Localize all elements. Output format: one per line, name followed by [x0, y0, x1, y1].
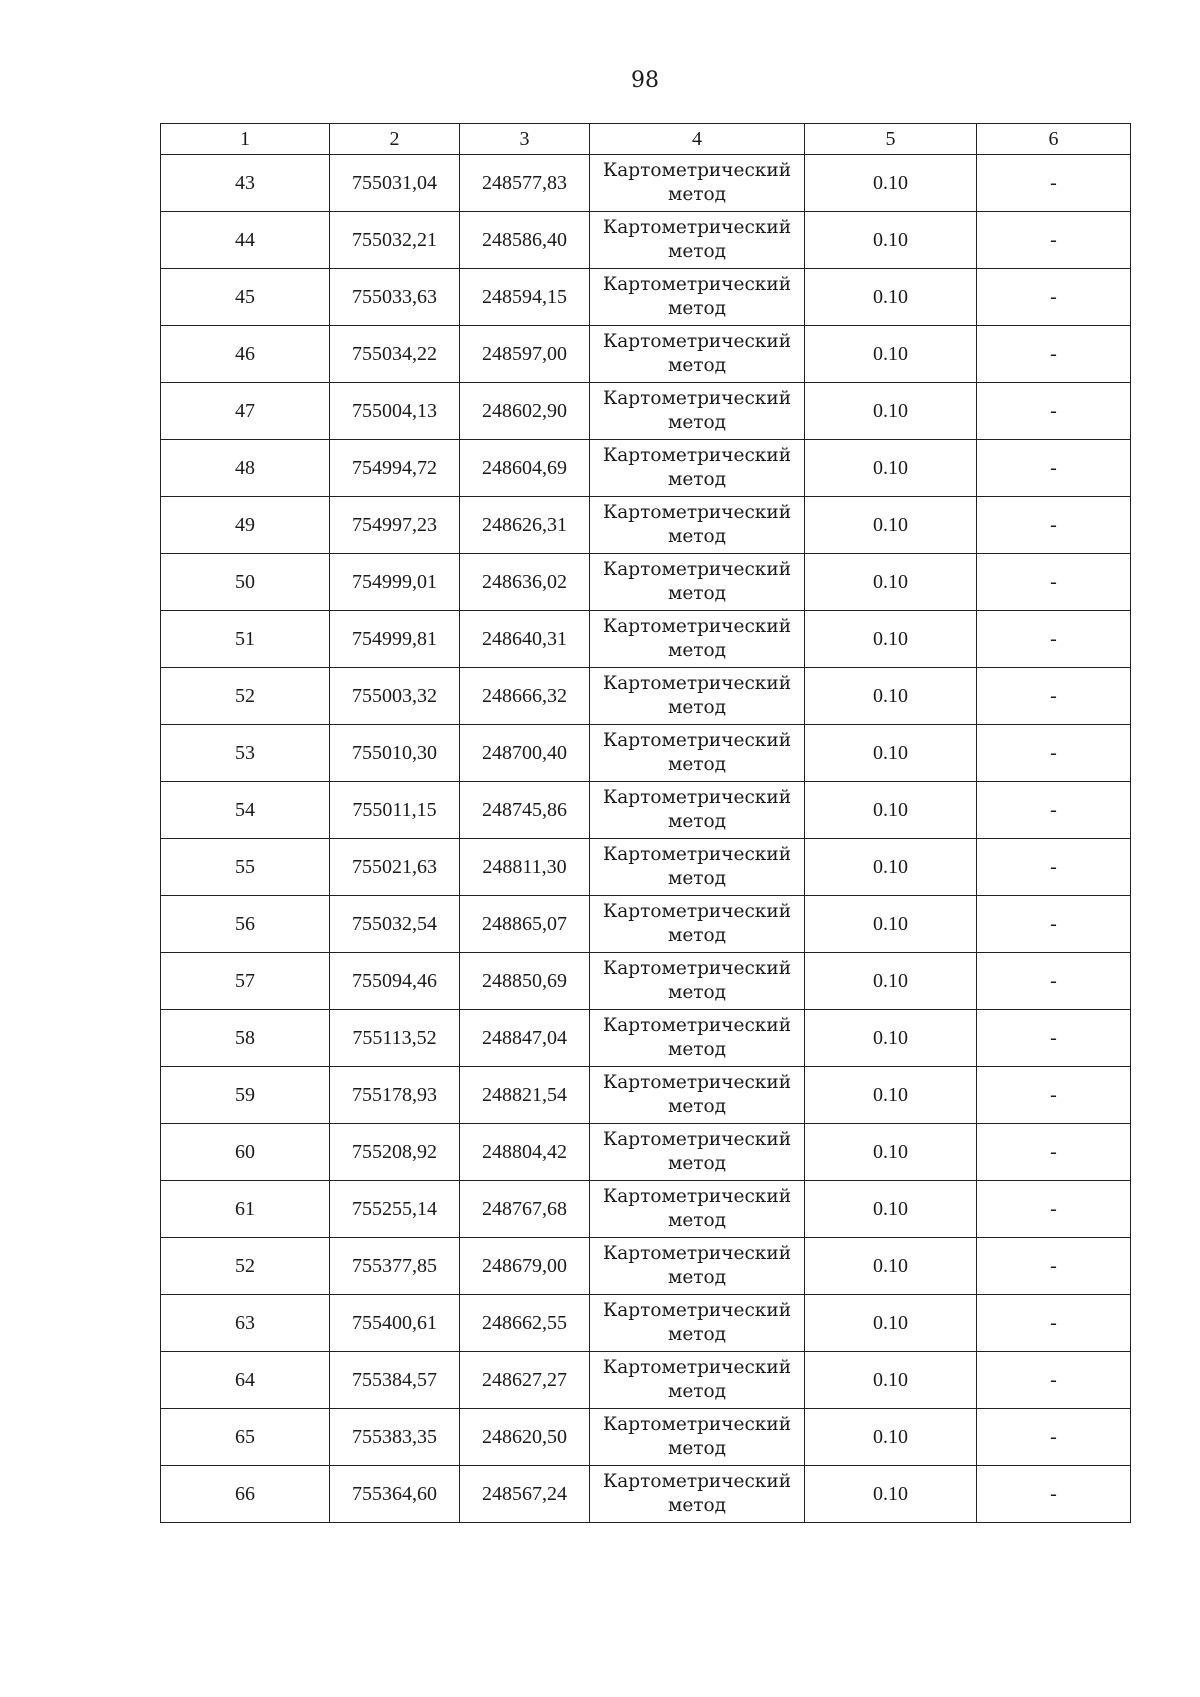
method-line: Картометрический	[602, 1471, 792, 1492]
note-cell: -	[977, 953, 1131, 1010]
method-line: Картометрический	[602, 1300, 792, 1321]
accuracy-cell: 0.10	[805, 1295, 977, 1352]
y-coordinate-cell: 248700,40	[460, 725, 590, 782]
point-number-cell: 43	[161, 155, 330, 212]
point-number-cell: 48	[161, 440, 330, 497]
method-line: Картометрический	[602, 1186, 792, 1207]
x-coordinate-cell: 755377,85	[330, 1238, 460, 1295]
y-coordinate-cell: 248662,55	[460, 1295, 590, 1352]
method-line: Картометрический	[602, 901, 792, 922]
point-number-cell: 60	[161, 1124, 330, 1181]
note-cell: -	[977, 1352, 1131, 1409]
accuracy-cell: 0.10	[805, 896, 977, 953]
method-line: Картометрический	[602, 1015, 792, 1036]
header-cell-2: 2	[330, 124, 460, 155]
x-coordinate-cell: 755094,46	[330, 953, 460, 1010]
point-number-cell: 54	[161, 782, 330, 839]
y-coordinate-cell: 248597,00	[460, 326, 590, 383]
table-row	[161, 554, 1131, 611]
x-coordinate-cell: 755031,04	[330, 155, 460, 212]
y-coordinate-cell: 248850,69	[460, 953, 590, 1010]
point-number-cell: 63	[161, 1295, 330, 1352]
method-cell	[590, 440, 805, 497]
table-row	[161, 725, 1131, 782]
x-coordinate-cell: 755384,57	[330, 1352, 460, 1409]
method-line: метод	[667, 1381, 727, 1402]
method-cell	[590, 497, 805, 554]
method-line: метод	[667, 1096, 727, 1117]
header-row	[161, 124, 1131, 155]
accuracy-cell: 0.10	[805, 725, 977, 782]
accuracy-cell: 0.10	[805, 212, 977, 269]
method-cell	[590, 896, 805, 953]
note-cell: -	[977, 725, 1131, 782]
accuracy-cell: 0.10	[805, 497, 977, 554]
method-cell	[590, 1010, 805, 1067]
point-number-cell: 52	[161, 1238, 330, 1295]
table-row	[161, 1238, 1131, 1295]
table-row	[161, 1466, 1131, 1523]
method-line: метод	[667, 868, 727, 889]
table-row	[161, 212, 1131, 269]
method-line: метод	[667, 982, 727, 1003]
accuracy-cell: 0.10	[805, 1010, 977, 1067]
coordinates-table	[160, 123, 1131, 1523]
method-cell	[590, 155, 805, 212]
accuracy-cell: 0.10	[805, 839, 977, 896]
header-cell-1: 1	[161, 124, 330, 155]
table-row	[161, 1409, 1131, 1466]
table-row	[161, 1010, 1131, 1067]
table-row	[161, 1352, 1131, 1409]
method-cell	[590, 953, 805, 1010]
page-number: 98	[631, 68, 659, 93]
method-line: Картометрический	[602, 730, 792, 751]
note-cell: -	[977, 1409, 1131, 1466]
accuracy-cell: 0.10	[805, 611, 977, 668]
method-line: Картометрический	[602, 388, 792, 409]
y-coordinate-cell: 248679,00	[460, 1238, 590, 1295]
table-row	[161, 896, 1131, 953]
x-coordinate-cell: 755400,61	[330, 1295, 460, 1352]
y-coordinate-cell: 248804,42	[460, 1124, 590, 1181]
table-row	[161, 326, 1131, 383]
y-coordinate-cell: 248602,90	[460, 383, 590, 440]
y-coordinate-cell: 248577,83	[460, 155, 590, 212]
note-cell: -	[977, 497, 1131, 554]
note-cell: -	[977, 1295, 1131, 1352]
note-cell: -	[977, 782, 1131, 839]
method-line: метод	[667, 298, 727, 319]
point-number-cell: 65	[161, 1409, 330, 1466]
method-line: метод	[667, 1267, 727, 1288]
x-coordinate-cell: 755021,63	[330, 839, 460, 896]
method-cell	[590, 1067, 805, 1124]
method-cell	[590, 212, 805, 269]
method-line: Картометрический	[602, 217, 792, 238]
point-number-cell: 44	[161, 212, 330, 269]
method-cell	[590, 1466, 805, 1523]
y-coordinate-cell: 248811,30	[460, 839, 590, 896]
x-coordinate-cell: 754997,23	[330, 497, 460, 554]
point-number-cell: 53	[161, 725, 330, 782]
table-row	[161, 383, 1131, 440]
method-cell	[590, 1352, 805, 1409]
method-line: метод	[667, 697, 727, 718]
accuracy-cell: 0.10	[805, 554, 977, 611]
method-cell	[590, 383, 805, 440]
note-cell: -	[977, 269, 1131, 326]
table-row	[161, 440, 1131, 497]
accuracy-cell: 0.10	[805, 782, 977, 839]
table-row	[161, 497, 1131, 554]
table-row	[161, 782, 1131, 839]
method-cell	[590, 554, 805, 611]
x-coordinate-cell: 755032,54	[330, 896, 460, 953]
method-cell	[590, 1238, 805, 1295]
method-line: Картометрический	[602, 844, 792, 865]
note-cell: -	[977, 155, 1131, 212]
table-row	[161, 953, 1131, 1010]
note-cell: -	[977, 326, 1131, 383]
x-coordinate-cell: 755011,15	[330, 782, 460, 839]
table-row	[161, 1181, 1131, 1238]
point-number-cell: 66	[161, 1466, 330, 1523]
method-line: Картометрический	[602, 559, 792, 580]
note-cell: -	[977, 611, 1131, 668]
accuracy-cell: 0.10	[805, 668, 977, 725]
method-line: Картометрический	[602, 1243, 792, 1264]
method-cell	[590, 611, 805, 668]
point-number-cell: 46	[161, 326, 330, 383]
accuracy-cell: 0.10	[805, 953, 977, 1010]
table-row	[161, 611, 1131, 668]
point-number-cell: 51	[161, 611, 330, 668]
x-coordinate-cell: 755255,14	[330, 1181, 460, 1238]
method-line: метод	[667, 754, 727, 775]
point-number-cell: 56	[161, 896, 330, 953]
method-cell	[590, 668, 805, 725]
table-body	[161, 155, 1131, 1523]
method-line: Картометрический	[602, 1414, 792, 1435]
y-coordinate-cell: 248865,07	[460, 896, 590, 953]
point-number-cell: 61	[161, 1181, 330, 1238]
y-coordinate-cell: 248594,15	[460, 269, 590, 326]
method-cell	[590, 782, 805, 839]
point-number-cell: 47	[161, 383, 330, 440]
accuracy-cell: 0.10	[805, 1124, 977, 1181]
x-coordinate-cell: 755004,13	[330, 383, 460, 440]
method-line: метод	[667, 1210, 727, 1231]
y-coordinate-cell: 248627,27	[460, 1352, 590, 1409]
x-coordinate-cell: 755010,30	[330, 725, 460, 782]
header-cell-4: 4	[590, 124, 805, 155]
method-line: метод	[667, 1324, 727, 1345]
y-coordinate-cell: 248767,68	[460, 1181, 590, 1238]
x-coordinate-cell: 755033,63	[330, 269, 460, 326]
x-coordinate-cell: 755178,93	[330, 1067, 460, 1124]
point-number-cell: 59	[161, 1067, 330, 1124]
method-line: Картометрический	[602, 1072, 792, 1093]
header-cell-5: 5	[805, 124, 977, 155]
table-row	[161, 155, 1131, 212]
x-coordinate-cell: 755032,21	[330, 212, 460, 269]
method-line: Картометрический	[602, 502, 792, 523]
method-line: метод	[667, 241, 727, 262]
method-line: метод	[667, 811, 727, 832]
x-coordinate-cell: 755364,60	[330, 1466, 460, 1523]
x-coordinate-cell: 755003,32	[330, 668, 460, 725]
method-line: метод	[667, 1495, 727, 1516]
accuracy-cell: 0.10	[805, 326, 977, 383]
method-cell	[590, 1409, 805, 1466]
x-coordinate-cell: 755208,92	[330, 1124, 460, 1181]
y-coordinate-cell: 248636,02	[460, 554, 590, 611]
note-cell: -	[977, 1067, 1131, 1124]
y-coordinate-cell: 248640,31	[460, 611, 590, 668]
accuracy-cell: 0.10	[805, 1181, 977, 1238]
method-line: Картометрический	[602, 673, 792, 694]
point-number-cell: 49	[161, 497, 330, 554]
method-line: Картометрический	[602, 160, 792, 181]
method-line: метод	[667, 412, 727, 433]
method-line: Картометрический	[602, 1129, 792, 1150]
point-number-cell: 58	[161, 1010, 330, 1067]
method-cell	[590, 1181, 805, 1238]
note-cell: -	[977, 554, 1131, 611]
x-coordinate-cell: 754999,81	[330, 611, 460, 668]
note-cell: -	[977, 896, 1131, 953]
table-row	[161, 1067, 1131, 1124]
method-line: Картометрический	[602, 787, 792, 808]
point-number-cell: 55	[161, 839, 330, 896]
method-line: метод	[667, 469, 727, 490]
note-cell: -	[977, 1181, 1131, 1238]
note-cell: -	[977, 839, 1131, 896]
accuracy-cell: 0.10	[805, 440, 977, 497]
method-line: Картометрический	[602, 1357, 792, 1378]
table-header	[161, 124, 1131, 155]
method-line: метод	[667, 1438, 727, 1459]
header-cell-3: 3	[460, 124, 590, 155]
accuracy-cell: 0.10	[805, 383, 977, 440]
method-cell	[590, 1124, 805, 1181]
accuracy-cell: 0.10	[805, 1409, 977, 1466]
x-coordinate-cell: 755383,35	[330, 1409, 460, 1466]
table-row	[161, 269, 1131, 326]
accuracy-cell: 0.10	[805, 1238, 977, 1295]
note-cell: -	[977, 1010, 1131, 1067]
x-coordinate-cell: 754994,72	[330, 440, 460, 497]
y-coordinate-cell: 248745,86	[460, 782, 590, 839]
method-line: метод	[667, 355, 727, 376]
note-cell: -	[977, 668, 1131, 725]
note-cell: -	[977, 1238, 1131, 1295]
method-line: метод	[667, 184, 727, 205]
table-row	[161, 839, 1131, 896]
accuracy-cell: 0.10	[805, 1067, 977, 1124]
y-coordinate-cell: 248567,24	[460, 1466, 590, 1523]
point-number-cell: 57	[161, 953, 330, 1010]
method-cell	[590, 725, 805, 782]
method-cell	[590, 326, 805, 383]
y-coordinate-cell: 248847,04	[460, 1010, 590, 1067]
note-cell: -	[977, 440, 1131, 497]
header-cell-6: 6	[977, 124, 1131, 155]
point-number-cell: 50	[161, 554, 330, 611]
point-number-cell: 52	[161, 668, 330, 725]
point-number-cell: 45	[161, 269, 330, 326]
y-coordinate-cell: 248626,31	[460, 497, 590, 554]
note-cell: -	[977, 1124, 1131, 1181]
method-cell	[590, 839, 805, 896]
y-coordinate-cell: 248586,40	[460, 212, 590, 269]
accuracy-cell: 0.10	[805, 269, 977, 326]
method-line: Картометрический	[602, 616, 792, 637]
method-line: Картометрический	[602, 958, 792, 979]
method-line: Картометрический	[602, 331, 792, 352]
accuracy-cell: 0.10	[805, 155, 977, 212]
x-coordinate-cell: 754999,01	[330, 554, 460, 611]
y-coordinate-cell: 248821,54	[460, 1067, 590, 1124]
method-cell	[590, 269, 805, 326]
method-line: метод	[667, 640, 727, 661]
method-line: Картометрический	[602, 445, 792, 466]
method-line: метод	[667, 1153, 727, 1174]
note-cell: -	[977, 383, 1131, 440]
note-cell: -	[977, 1466, 1131, 1523]
method-line: метод	[667, 925, 727, 946]
x-coordinate-cell: 755034,22	[330, 326, 460, 383]
accuracy-cell: 0.10	[805, 1466, 977, 1523]
table-row	[161, 668, 1131, 725]
x-coordinate-cell: 755113,52	[330, 1010, 460, 1067]
method-cell	[590, 1295, 805, 1352]
method-line: метод	[667, 583, 727, 604]
y-coordinate-cell: 248666,32	[460, 668, 590, 725]
accuracy-cell: 0.10	[805, 1352, 977, 1409]
y-coordinate-cell: 248604,69	[460, 440, 590, 497]
method-line: метод	[667, 526, 727, 547]
table-row	[161, 1124, 1131, 1181]
table-row	[161, 1295, 1131, 1352]
method-line: Картометрический	[602, 274, 792, 295]
point-number-cell: 64	[161, 1352, 330, 1409]
y-coordinate-cell: 248620,50	[460, 1409, 590, 1466]
method-line: метод	[667, 1039, 727, 1060]
note-cell: -	[977, 212, 1131, 269]
